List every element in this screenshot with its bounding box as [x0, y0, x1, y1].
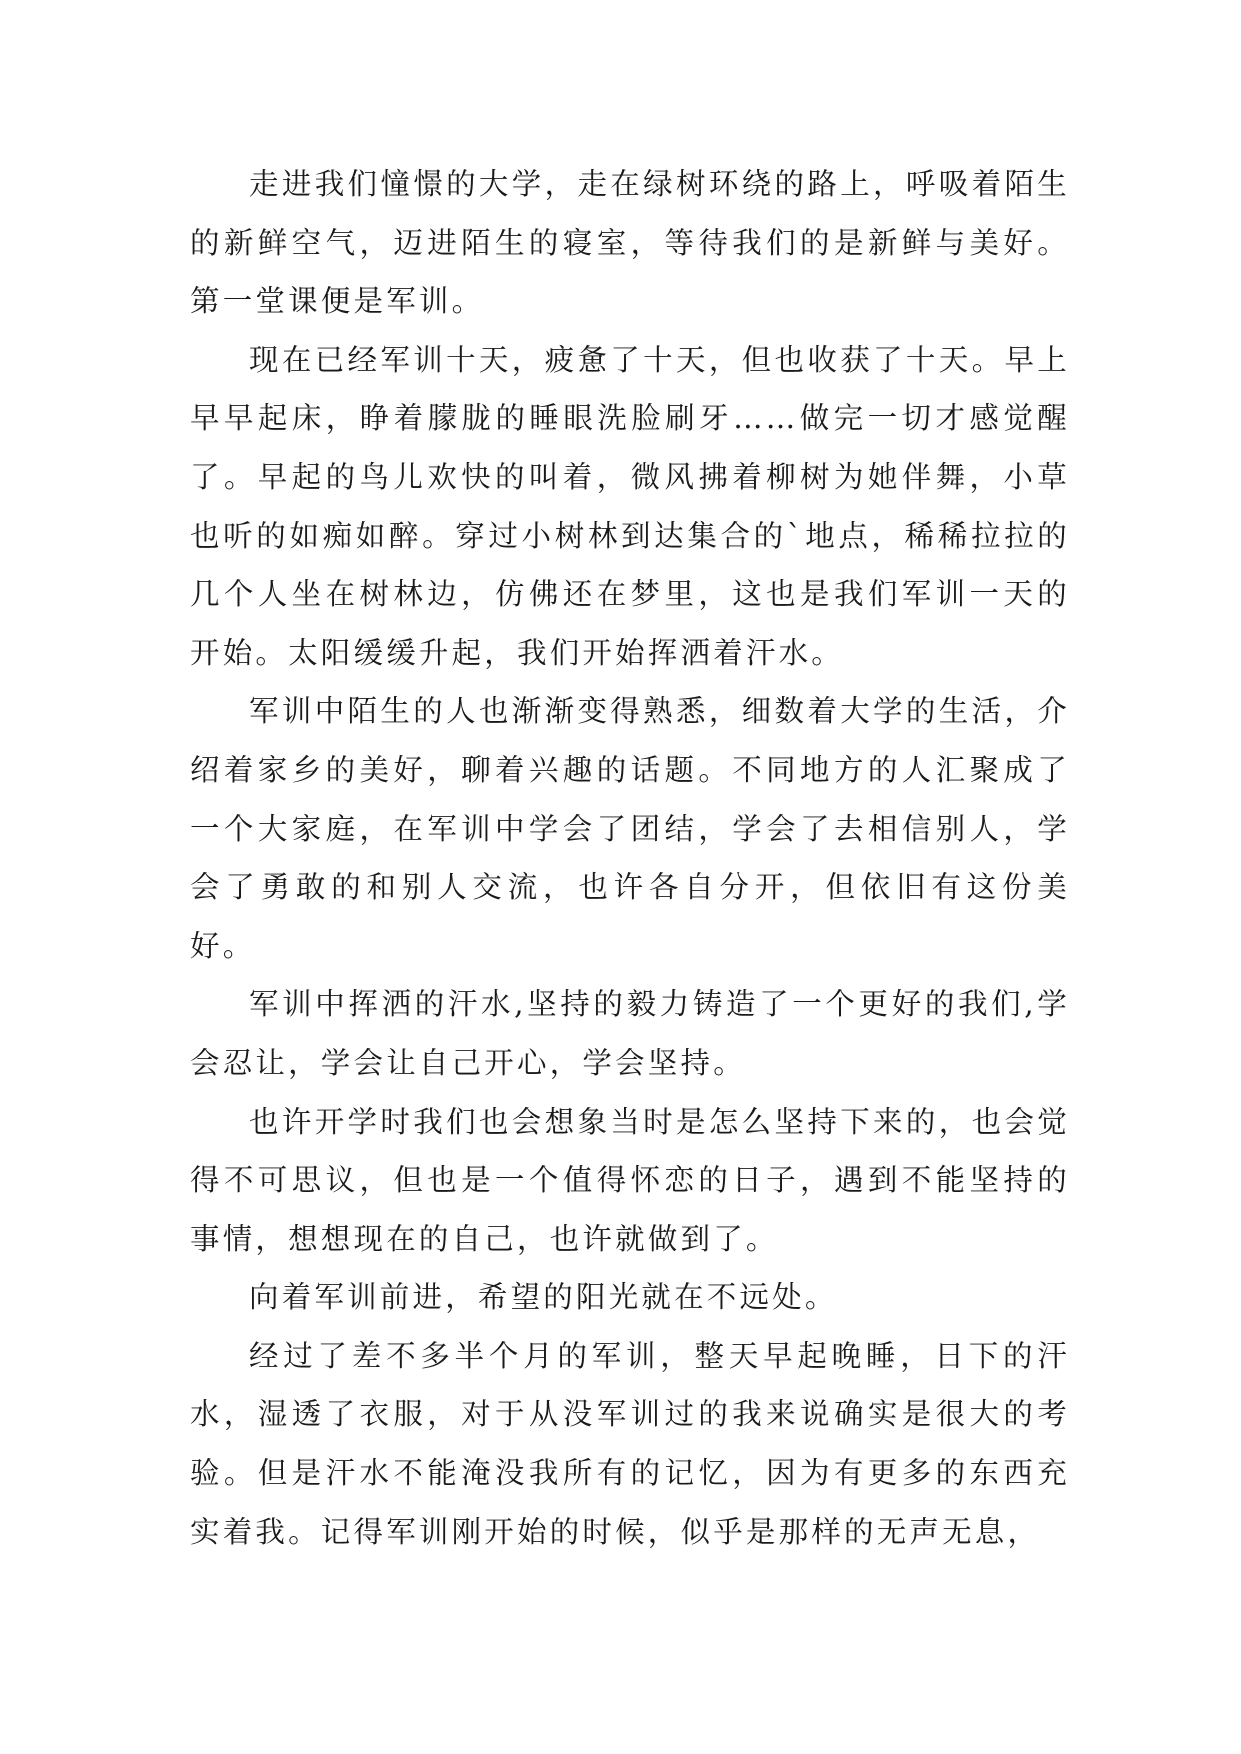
paragraph-2: 现在已经军训十天，疲惫了十天，但也收获了十天。早上早早起床，睁着朦胧的睡眼洗脸刷牙……做完一切才感觉醒了。早起的鸟儿欢快的叫着，微风拂着柳树为她伴舞，小草也听的如痴如醉。穿过小树林到达集合的`地点，稀稀拉拉的几个人坐在树林边，仿佛还在梦里，这也是我们军训一天的开始。太阳缓缓升起，我们开始挥洒着汗水。: [190, 342, 1070, 670]
paragraph-4: 军训中挥洒的汗水,坚持的毅力铸造了一个更好的我们,学会忍让，学会让自己开心，学会坚持。: [190, 987, 1070, 1080]
paragraph-6: 向着军训前进，希望的阳光就在不远处。: [249, 1280, 838, 1315]
paragraph-1: 走进我们憧憬的大学，走在绿树环绕的路上，呼吸着陌生的新鲜空气，迈进陌生的寝室，等待我们的是新鲜与美好。第一堂课便是军训。: [190, 167, 1070, 319]
document-body: [190, 155, 1070, 1561]
paragraph-5: 也许开学时我们也会想象当时是怎么坚持下来的，也会觉得不可思议，但也是一个值得怀恋的日子，遇到不能坚持的事情，想想现在的自己，也许就做到了。: [190, 1104, 1070, 1256]
paragraph-7: 经过了差不多半个月的军训，整天早起晚睡，日下的汗水，湿透了衣服，对于从没军训过的我来说确实是很大的考验。但是汗水不能淹没我所有的记忆，因为有更多的东西充实着我。记得军训刚开始的时候，似乎是那样的无声无息，: [190, 1338, 1070, 1549]
paragraph-3: 军训中陌生的人也渐渐变得熟悉，细数着大学的生活，介绍着家乡的美好，聊着兴趣的话题。不同地方的人汇聚成了一个大家庭，在军训中学会了团结，学会了去相信别人，学会了勇敢的和别人交流，也许各自分开，但依旧有这份美好。: [190, 694, 1070, 963]
